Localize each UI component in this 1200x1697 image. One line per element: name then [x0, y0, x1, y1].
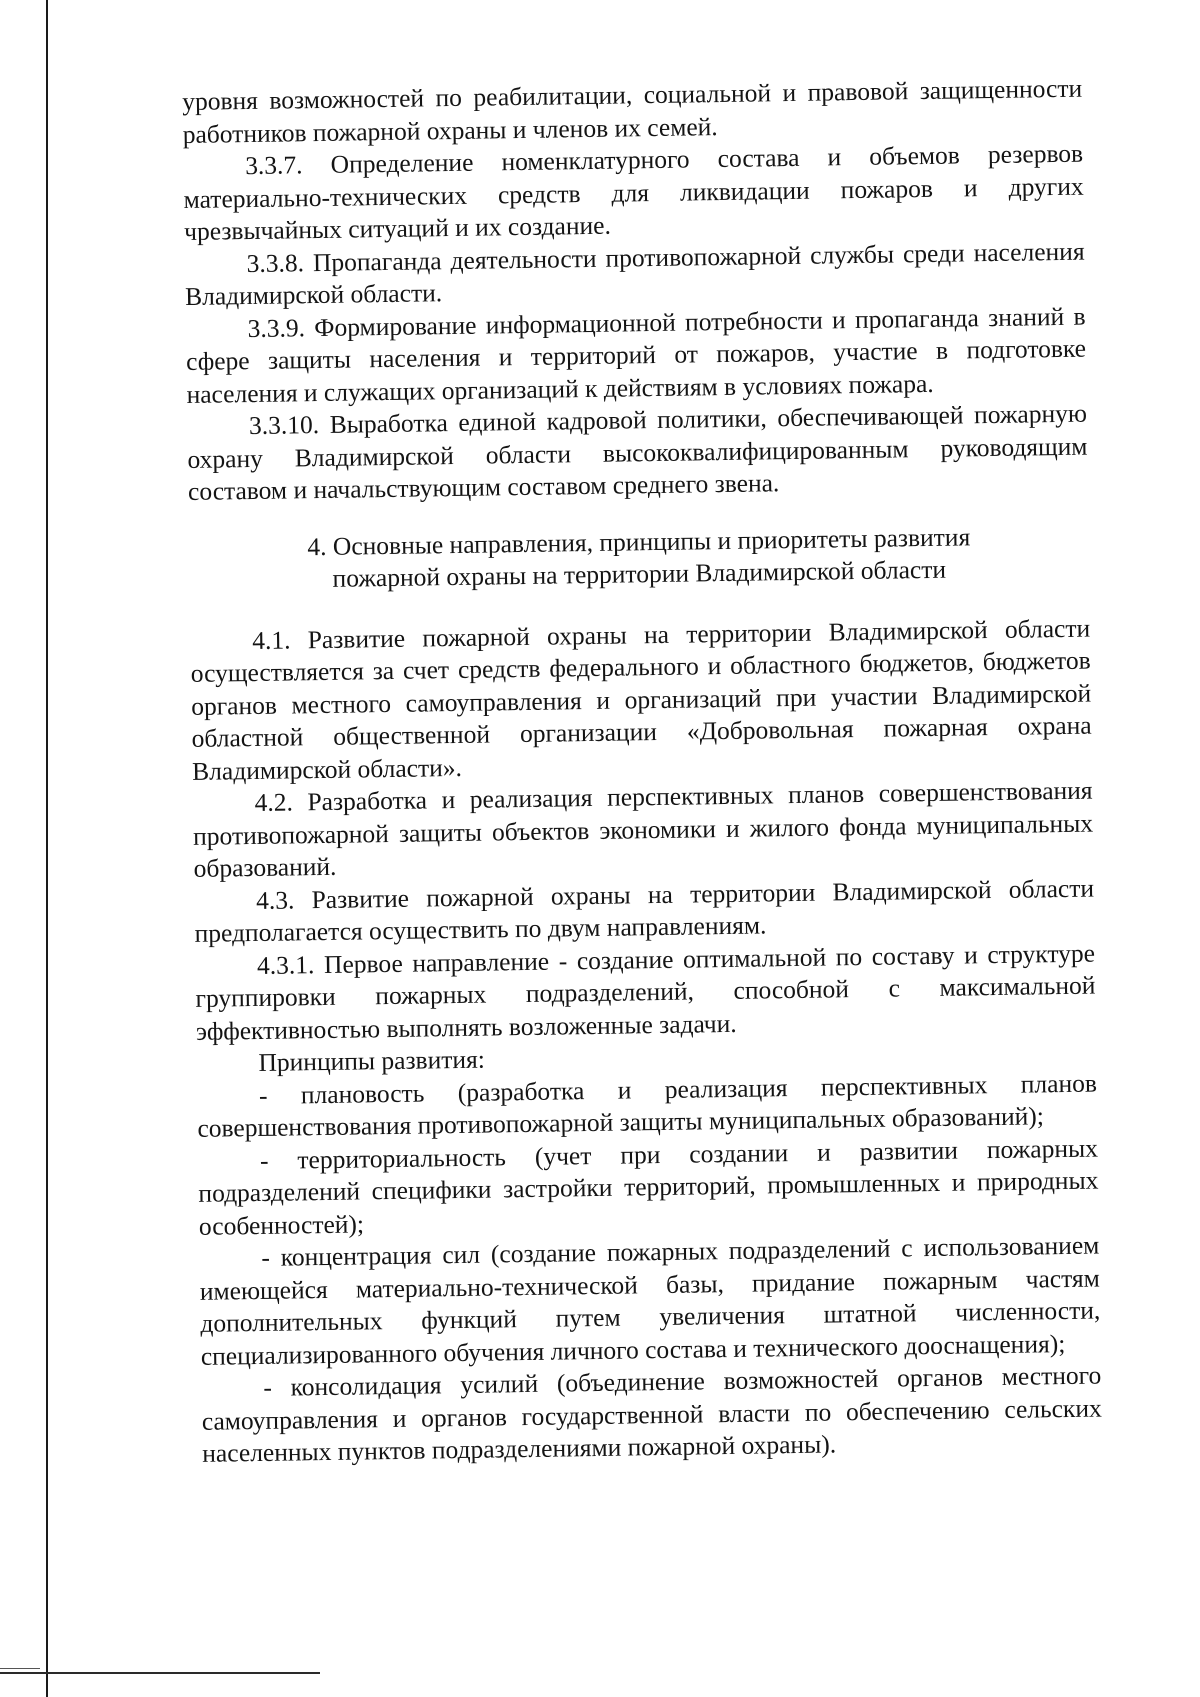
paragraph-3-3-7: 3.3.7. Определение номенклатурного состава и объемов резервов материально-технических средств для ликвидации пожаров и других чрезвычайных ситуаций и их создание. [183, 138, 1084, 246]
list-item-consolidation: - консолидация усилий (объединение возможностей органов местного самоуправления и органов государственной власти по обеспечению сельских населенных пунктов подразделениями пожарной охраны). [201, 1360, 1102, 1468]
binding-margin-line [46, 0, 48, 1697]
bottom-rule [0, 1672, 320, 1674]
paragraph-3-3-8: 3.3.8. Пропаганда деятельности противопожарной службы среди населения Владимирской области. [184, 236, 1085, 311]
paragraph-4-3: 4.3. Развитие пожарной охраны на территории Владимирской области предполагается осуществить по двум направлениям. [194, 873, 1095, 948]
paragraph-4-1: 4.1. Развитие пожарной охраны на территории Владимирской области осуществляется за счет средств федерального и областного бюджетов, бюджетов органов местного самоуправления и организаций при участии Владимирской областной общественной организации «Добровольная пожарная охрана Владимирской области». [190, 613, 1092, 786]
paragraph-4-2: 4.2. Разработка и реализация перспективных планов совершенствования противопожарной защиты объектов экономики и жилого фонда муниципальных образований. [192, 775, 1094, 883]
bottom-rule-short [0, 1668, 40, 1669]
paragraph-3-3-9: 3.3.9. Формирование информационной потребности и пропаганда знаний в сфере защиты населения и территорий от пожаров, участие в подготовке населения и служащих организаций к действиям в условиях пожара. [185, 301, 1087, 409]
paragraph-continuation: уровня возможностей по реабилитации, социальной и правовой защищенности работников пожарной охраны и членов их семей. [182, 73, 1083, 149]
section-4-heading-line-2: пожарной охраны на территории Владимирской области [332, 554, 947, 593]
section-4-heading-line-1: 4. Основные направления, принципы и приоритеты развития [307, 521, 971, 561]
list-item-planning: - плановость (разработка и реализация перспективных планов совершенствования противопожарной защиты муниципальных образований); [197, 1068, 1098, 1143]
paragraph-principles-title: Принципы развития: [258, 1044, 486, 1077]
list-item-concentration: - концентрация сил (создание пожарных подразделений с использованием имеющейся материально-технической базы, придание пожарным частям дополнительных функций путем увеличения штатной численности, специализированного обучения личного состава и технического дооснащения); [199, 1230, 1101, 1371]
document-body [182, 73, 1102, 1471]
list-item-territoriality: - территориальность (учет при создании и развитии пожарных подразделений специфики застройки территорий, промышленных и природных особенностей); [198, 1133, 1099, 1241]
section-4-heading [189, 519, 1090, 597]
paragraph-4-3-1: 4.3.1. Первое направление - создание оптимальной по составу и структуре группировки пожарных подразделений, способной с максимальной эффективностью выполнять возложенные задачи. [195, 938, 1096, 1046]
paragraph-3-3-10: 3.3.10. Выработка единой кадровой политики, обеспечивающей пожарную охрану Владимирской области высококвалифицированным руководящим составом и начальствующим составом среднего звена. [187, 398, 1088, 506]
